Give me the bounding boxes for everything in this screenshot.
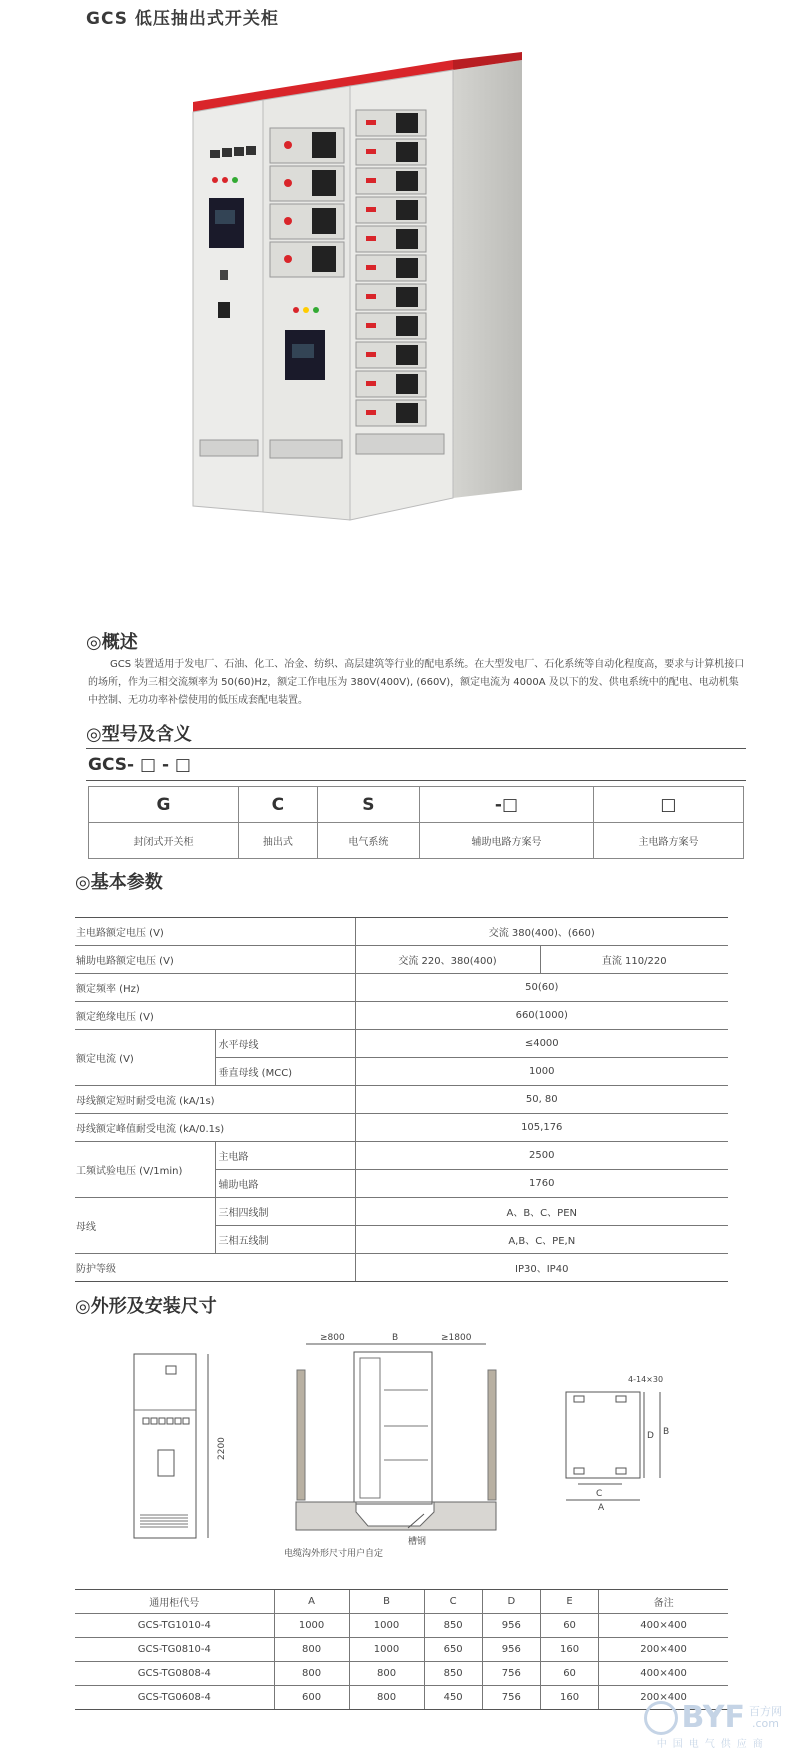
section-dims-title: ◎外形及安装尺寸 [75,1296,217,1317]
dims-cell: 1000 [274,1614,349,1638]
param-value: 交流 220、380(400) [355,946,540,974]
cable-trench-label: 电缆沟外形尺寸用户自定 [284,1549,384,1559]
watermark-domain: .com [752,1716,779,1730]
overview-text [88,656,748,710]
clearance-front-label: ≥800 [320,1333,345,1343]
param-value: 1760 [355,1170,728,1198]
channel-steel-label: 槽钢 [408,1537,427,1547]
dim-a-label: A [598,1503,605,1513]
section-model-title: ◎型号及含义 [86,724,192,745]
watermark-logo [644,1700,782,1750]
param-sublabel: 水平母线 [215,1030,355,1058]
dims-cell: 800 [274,1662,349,1686]
param-label: 额定频率 (Hz) [75,974,355,1002]
dims-cell: 956 [482,1614,540,1638]
dims-cell: GCS-TG0608-4 [75,1686,274,1710]
params-table [75,917,728,1282]
dims-cell: 800 [349,1686,424,1710]
watermark-slogan: 中国电气供应商 [656,1739,769,1750]
dims-cell: GCS-TG1010-4 [75,1614,274,1638]
watermark-cn: 百方网 [749,1704,782,1718]
dims-cell: 200×400 [599,1686,728,1710]
dims-cell: 956 [482,1638,540,1662]
param-sublabel: 主电路 [215,1142,355,1170]
param-value: IP30、IP40 [355,1254,728,1282]
param-label: 母线额定峰值耐受电流 (kA/0.1s) [75,1114,355,1142]
param-value: 2500 [355,1142,728,1170]
dim-b-label: B [663,1427,670,1437]
dims-cell: 1000 [349,1638,424,1662]
dims-cell: 850 [424,1662,482,1686]
section-overview-title: ◎概述 [86,632,138,653]
dimensions-table [75,1589,728,1710]
switchgear-cabinet-image [200,40,600,600]
dims-cell: 160 [540,1638,598,1662]
dims-header: 备注 [599,1590,728,1614]
param-label: 额定电流 (V) [75,1030,215,1086]
front-view-drawing [128,1350,238,1550]
param-value: A,B、C、PE,N [355,1226,728,1254]
model-meaning: 辅助电路方案号 [420,823,594,859]
watermark-brand: BYF [681,1700,745,1735]
dims-cell: 650 [424,1638,482,1662]
dims-header: B [349,1590,424,1614]
model-code-c: C [239,787,318,823]
model-code-g: G [89,787,239,823]
param-value: 50, 80 [355,1086,728,1114]
dims-header: C [424,1590,482,1614]
dims-header: E [540,1590,598,1614]
dims-cell: 60 [540,1662,598,1686]
param-label: 防护等级 [75,1254,355,1282]
dims-cell: 450 [424,1686,482,1710]
param-label: 额定绝缘电压 (V) [75,1002,355,1030]
param-label: 母线额定短时耐受电流 (kA/1s) [75,1086,355,1114]
param-label: 辅助电路额定电压 (V) [75,946,355,974]
dim-c-label: C [596,1489,603,1499]
dims-cell: 400×400 [599,1614,728,1638]
dims-header: A [274,1590,349,1614]
param-label: 母线 [75,1198,215,1254]
param-value: 1000 [355,1058,728,1086]
param-value: 交流 380(400)、(660) [355,918,728,946]
table-row [75,1662,728,1686]
param-sublabel: 三相四线制 [215,1198,355,1226]
table-row [75,1686,728,1710]
height-dim-label: 2200 [217,1437,227,1460]
dims-cell: GCS-TG0810-4 [75,1638,274,1662]
dims-header: 通用柜代号 [75,1590,274,1614]
base-plan-drawing [560,1372,680,1512]
dims-cell: 800 [274,1638,349,1662]
model-meaning-table [88,786,744,859]
model-code-main: □ [593,787,743,823]
dims-cell: 756 [482,1662,540,1686]
side-section-drawing [284,1330,506,1560]
model-code-s: S [317,787,419,823]
mounting-holes-label: 4-14×30 [628,1375,664,1384]
dims-cell: 756 [482,1686,540,1710]
divider [86,748,746,749]
watermark-circle-icon [644,1701,678,1735]
dims-cell: 160 [540,1686,598,1710]
section-params-title: ◎基本参数 [75,872,163,893]
param-sublabel: 辅助电路 [215,1170,355,1198]
dim-d-label: D [647,1431,654,1441]
param-sublabel: 垂直母线 (MCC) [215,1058,355,1086]
param-value: 直流 110/220 [540,946,728,974]
model-meaning: 封闭式开关柜 [89,823,239,859]
param-value: 660(1000) [355,1002,728,1030]
dims-cell: 400×400 [599,1662,728,1686]
divider [86,780,746,781]
param-value: ≤4000 [355,1030,728,1058]
dims-cell: 60 [540,1614,598,1638]
param-value: A、B、C、PEN [355,1198,728,1226]
param-value: 50(60) [355,974,728,1002]
clearance-rear-label: ≥1800 [441,1333,472,1343]
param-label: 主电路额定电压 (V) [75,918,355,946]
model-meaning: 电气系统 [317,823,419,859]
dims-cell: 1000 [349,1614,424,1638]
table-row [75,1614,728,1638]
dims-cell: 850 [424,1614,482,1638]
depth-b-label: B [392,1333,399,1343]
dims-cell: 800 [349,1662,424,1686]
param-label: 工频试验电压 (V/1min) [75,1142,215,1198]
dims-cell: 600 [274,1686,349,1710]
page-title: GCS 低压抽出式开关柜 [86,9,279,29]
model-code-aux: -□ [420,787,594,823]
table-row [75,1638,728,1662]
param-value: 105,176 [355,1114,728,1142]
param-sublabel: 三相五线制 [215,1226,355,1254]
dims-cell: GCS-TG0808-4 [75,1662,274,1686]
overview-paragraph: GCS 装置适用于发电厂、石油、化工、冶金、纺织、高层建筑等行业的配电系统。在大型发电厂、石化系统等自动化程度高，要求与计算机接口的场所，作为三相交流频率为 50(60)Hz，额定工作电压为 380V(400V), (660V)，额定电流为 4000A 及以下的发、供电系统中的配电、电动机集中控制、无功功率补偿使用的低压成套配电装置。 [88,659,745,706]
dims-cell: 200×400 [599,1638,728,1662]
model-formula: GCS- □ - □ [88,755,191,775]
model-meaning: 抽出式 [239,823,318,859]
model-meaning: 主电路方案号 [593,823,743,859]
dims-header: D [482,1590,540,1614]
